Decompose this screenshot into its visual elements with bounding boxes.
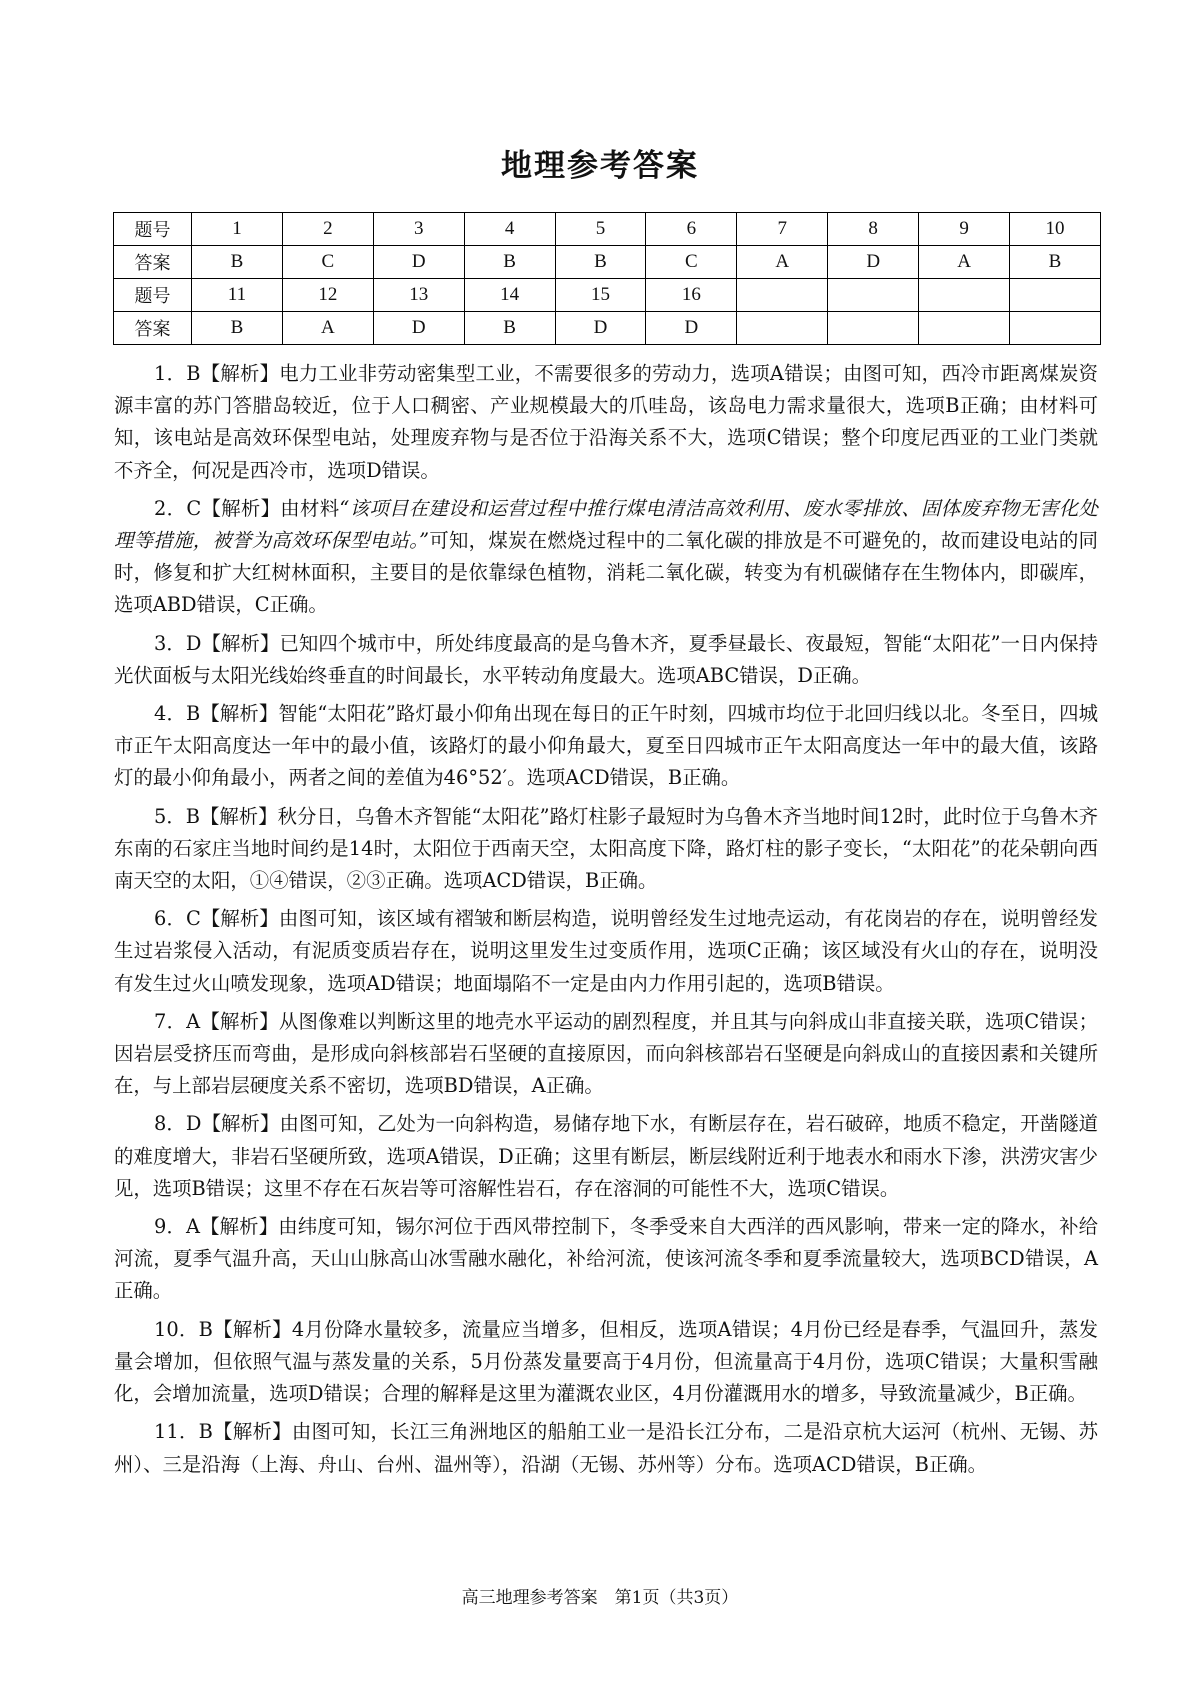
table-cell: A [919,246,1010,279]
answer-q2-quote: “该项目在建设和运营过程中推行煤电清洁高效利用、废水零排放、固体废弃物无害化处理等措施，被誉为高效环保型电站。” [114,496,1098,553]
answer-q6: 6．C【解析】由图可知，该区域有褶皱和断层构造，说明曾经发生过地壳运动，有花岗岩的存在，说明曾经发生过岩浆侵入活动，有泥质变质岩存在，说明这里发生过变质作用，选项C正确；该区域没有火山的存在，说明没有发生过火山喷发现象，选项AD错误；地面塌陷不一定是由内力作用引起的，选项B错误。 [114,907,1098,995]
table-row-header: 答案 [114,312,192,345]
answer-q5: 5．B【解析】秋分日，乌鲁木齐智能“太阳花”路灯柱影子最短时为乌鲁木齐当地时间12时，此时位于乌鲁木齐东南的石家庄当地时间约是14时，太阳位于西南天空，太阳高度下降，路灯柱的影子变长，“太阳花”的花朵朝向西南天空的太阳，①④错误，②③正确。选项ACD错误，B正确。 [114,804,1098,893]
table-row [114,246,1101,279]
answer-q1: 1．B【解析】电力工业非劳动密集型工业，不需要很多的劳动力，选项A错误；由图可知，西冷市距离煤炭资源丰富的苏门答腊岛较近，位于人口稠密、产业规模最大的爪哇岛，该岛电力需求量很大，选项B正确；由材料可知，该电站是高效环保型电站，处理废弃物与是否位于沿海关系不大，选项C错误；整个印度尼西亚的工业门类就不齐全，何况是西冷市，选项D错误。 [114,362,1098,482]
table-cell: 4 [464,213,555,246]
table-cell: 5 [555,213,646,246]
table-cell [1010,312,1101,345]
table-cell [737,279,828,312]
table-cell: B [464,312,555,345]
answer-q4: 4．B【解析】智能“太阳花”路灯最小仰角出现在每日的正午时刻，四城市均位于北回归线以北。冬至日，四城市正午太阳高度达一年中的最小值，该路灯的最小仰角最大，夏至日四城市正午太阳高度达一年中的最大值，该路灯的最小仰角最小，两者之间的差值为46°52′。选项ACD错误，B正确。 [114,702,1098,790]
table-cell: A [737,246,828,279]
table-cell: B [464,246,555,279]
answer-q10: 10．B【解析】4月份降水量较多，流量应当增多，但相反，选项A错误；4月份已经是春季，气温回升，蒸发量会增加，但依照气温与蒸发量的关系，5月份蒸发量要高于4月份，但流量高于4月份，选项C错误；大量积雪融化，会增加流量，选项D错误；合理的解释是这里为灌溉农业区，4月份灌溉用水的增多，导致流量减少，B正确。 [114,1317,1098,1406]
table-cell: 15 [555,279,646,312]
table-cell: D [373,312,464,345]
table-cell: 11 [192,279,283,312]
table-cell: 8 [828,213,919,246]
table-cell: 14 [464,279,555,312]
table-cell: 16 [646,279,737,312]
table-cell: 12 [282,279,373,312]
answer-q8: 8．D【解析】由图可知，乙处为一向斜构造，易储存地下水，有断层存在，岩石破碎，地质不稳定，开凿隧道的难度增大，非岩石坚硬所致，选项A错误，D正确；这里有断层，断层线附近利于地表水和雨水下渗，洪涝灾害少见，选项B错误；这里不存在石灰岩等可溶解性岩石，存在溶洞的可能性不大，选项C错误。 [114,1112,1098,1200]
table-cell: 2 [282,213,373,246]
answer-q3: 3．D【解析】已知四个城市中，所处纬度最高的是乌鲁木齐，夏季昼最长、夜最短，智能“太阳花”一日内保持光伏面板与太阳光线始终垂直的时间最长，水平转动角度最大。选项ABC错误，D正确。 [114,631,1098,687]
table-cell: D [373,246,464,279]
table-cell [828,312,919,345]
table-cell: B [1010,246,1101,279]
answer-q2-lead: 2．C【解析】由材料 [154,496,340,520]
table-cell: 7 [737,213,828,246]
table-cell: D [828,246,919,279]
table-cell [1010,279,1101,312]
answer-q9: 9．A【解析】由纬度可知，锡尔河位于西风带控制下，冬季受来自大西洋的西风影响，带来一定的降水，补给河流，夏季气温升高，天山山脉高山冰雪融水融化，补给河流，使该河流冬季和夏季流量较大，选项BCD错误，A正确。 [114,1215,1098,1303]
table-row-header: 答案 [114,246,192,279]
table-cell: C [282,246,373,279]
table-cell: 10 [1010,213,1101,246]
answer-explanations [114,358,1098,1487]
table-cell: 6 [646,213,737,246]
table-row [114,213,1101,246]
table-row-header: 题号 [114,213,192,246]
table-cell: 1 [192,213,283,246]
page-footer: 高三地理参考答案 第1页（共3页） [461,1588,739,1608]
table-cell [737,312,828,345]
table-cell [919,279,1010,312]
table-cell: B [555,246,646,279]
table-cell [919,312,1010,345]
table-cell: 9 [919,213,1010,246]
answer-q7: 7．A【解析】从图像难以判断这里的地壳水平运动的剧烈程度，并且其与向斜成山非直接关联，选项C错误；因岩层受挤压而弯曲，是形成向斜核部岩石坚硬的直接原因，而向斜核部岩石坚硬是向斜成山的直接因素和关键所在，与上部岩层硬度关系不密切，选项BD错误，A正确。 [114,1009,1098,1098]
table-cell [828,279,919,312]
table-cell: B [192,246,283,279]
answer-q2 [114,493,1098,622]
answer-q2-rest: 可知，煤炭在燃烧过程中的二氧化碳的排放是不可避免的，故而建设电站的同时，修复和扩大红树林面积，主要目的是依靠绿色植物，消耗二氧化碳，转变为有机碳储存在生物体内，即碳库，选项ABD错误，C正确。 [114,529,1099,617]
table-cell: B [192,312,283,345]
table-row [114,279,1101,312]
answer-table [113,212,1101,345]
table-cell: 13 [373,279,464,312]
table-cell: C [646,246,737,279]
table-row-header: 题号 [114,279,192,312]
answer-q11: 11．B【解析】由图可知，长江三角洲地区的船舶工业一是沿长江分布，二是沿京杭大运河（杭州、无锡、苏州）、三是沿海（上海、舟山、台州、温州等），沿湖（无锡、苏州等）分布。选项ACD错误，B正确。 [114,1420,1098,1476]
table-cell: D [555,312,646,345]
table-cell: 3 [373,213,464,246]
table-cell: A [282,312,373,345]
table-row [114,312,1101,345]
page-title: 地理参考答案 [501,148,699,184]
table-cell: D [646,312,737,345]
